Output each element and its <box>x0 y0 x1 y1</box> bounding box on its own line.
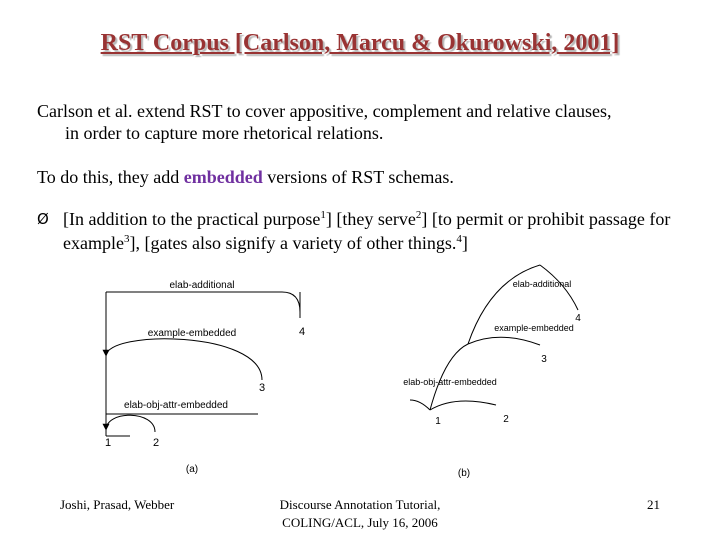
bullet-arrow-icon: Ø <box>37 210 49 228</box>
diagram-b-rel-elab-additional: elab-additional <box>512 279 572 289</box>
diagram-a-rel-example-embedded: example-embedded <box>147 328 237 339</box>
diagram-a-unit-4: 4 <box>298 326 306 338</box>
diagram-a-unit-2: 2 <box>152 437 160 449</box>
diagram-a-rel-elab-obj-attr-embedded: elab-obj-attr-embedded <box>124 400 228 411</box>
segment-1-index: 1 <box>320 209 326 221</box>
embedded-keyword: embedded <box>183 167 263 187</box>
diagram-b-unit-1: 1 <box>435 416 441 427</box>
diagram-b-unit-3: 3 <box>541 354 547 365</box>
diagram-a-elab-additional-arc <box>106 292 300 312</box>
diagram-b-edge-obj-attr-left <box>410 400 430 410</box>
segment-1: [In addition to the practical purpose <box>63 209 321 229</box>
diagram-a <box>105 280 305 475</box>
footer-venue <box>240 496 480 532</box>
segment-2: ] [they serve <box>325 209 416 229</box>
diagram-b-unit-4: 4 <box>575 313 581 324</box>
embedded-text-before: To do this, they add <box>37 167 184 187</box>
segment-4: ], [gates also signify a variety of other things. <box>129 233 457 253</box>
diagram-a-unit2-arc <box>106 415 155 432</box>
segment-3-index: 3 <box>123 233 130 245</box>
segment-4-index: 4 <box>456 233 462 245</box>
diagram-a-caption: (a) <box>185 464 199 475</box>
diagram-b <box>403 265 581 479</box>
diagram-a-unit-1: 1 <box>104 437 112 449</box>
embedded-text-after: versions of RST schemas. <box>262 167 454 187</box>
diagram-b-unit-2: 2 <box>503 414 509 425</box>
diagram-b-rel-example-embedded: example-embedded <box>494 323 574 333</box>
diagram-b-caption: (b) <box>457 468 471 479</box>
diagram-b-edge-example-right <box>468 337 540 345</box>
footer-authors: Joshi, Prasad, Webber <box>60 497 175 512</box>
diagram-a-example-embedded-arc <box>106 339 262 380</box>
diagram-a-rel-elab-additional: elab-additional <box>169 280 235 291</box>
footer-venue-line-1: Discourse Annotation Tutorial, <box>279 497 441 512</box>
segment-5: ] <box>461 233 468 253</box>
diagram-b-edge-obj-attr-right <box>430 401 496 410</box>
intro-line-2: in order to capture more rhetorical relations. <box>65 123 384 143</box>
footer-venue-line-2: COLING/ACL, July 16, 2006 <box>282 515 438 530</box>
segment-3: ] [to permit or prohibit passage for example <box>63 209 671 253</box>
slide-title: RST Corpus [Carlson, Marcu & Okurowski, 2001] <box>100 30 620 56</box>
diagram-b-rel-elab-obj-attr-embedded: elab-obj-attr-embedded <box>403 377 497 387</box>
segment-2-index: 2 <box>415 209 422 221</box>
diagram-a-unit-3: 3 <box>258 382 266 394</box>
intro-line-1: Carlson et al. extend RST to cover appositive, complement and relative clauses, <box>37 101 612 121</box>
footer-page-number: 21 <box>647 497 660 512</box>
